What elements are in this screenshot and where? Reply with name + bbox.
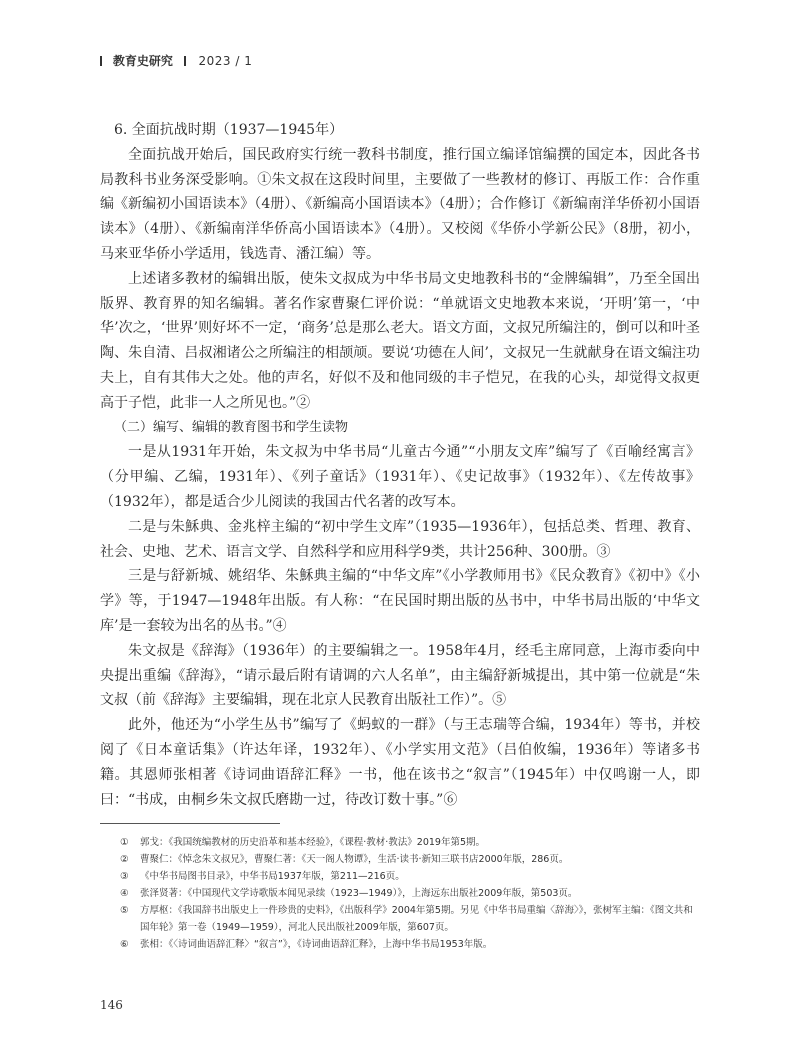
- footnote: [120, 902, 700, 936]
- footnote-text: 张相：《〈诗词曲语辞汇释〉“叙言”》，《诗词曲语辞汇释》，上海中华书局1953年版。: [140, 939, 493, 950]
- footnote-text: 张泽贤著：《中国现代文学诗歌版本闻见录续（1923—1949）》，上海远东出版社2009年版，第503页。: [140, 888, 578, 899]
- footnote-text: 曹聚仁：《悼念朱文叔兄》，曹聚仁著：《天一阁人物谭》，生活·读书·新知三联书店2000年版，286页。: [140, 854, 569, 865]
- paragraph: 二是与朱穌典、金兆梓主编的“初中学生文库”（1935—1936年），包括总类、哲理、教育、社会、史地、艺术、语言文学、自然科学和应用科学9类，共计256种、300册。③: [100, 518, 700, 560]
- footnote-mark: ①: [120, 837, 129, 848]
- subsection-heading: （二）编写、编辑的教育图书和学生读物: [114, 419, 349, 435]
- footnote: [120, 936, 700, 953]
- journal-title: 教育史研究: [112, 54, 173, 68]
- footnote-rule: [100, 823, 280, 824]
- paragraph: 全面抗战开始后，国民政府实行统一教科书制度，推行国立编译馆编撰的国定本，因此各书局教科书业务深受影响。①朱文叔在这段时间里，主要做了一些教材的修订、再版工作：合作重编《新编初小国语读本》（4册）、《新编高小国语读本》（4册）；合作修订《新编南洋华侨初小国语读本》（4册）、《新编南洋华侨高小国语读本》（4册）。又校阅《华侨小学新公民》（8册，初小，马来亚华侨小学适用，钱选青、潘江编）等。: [100, 146, 700, 262]
- paragraph: 一是从1931年开始，朱文叔为中华书局“儿童古今通”“小朋友文库”编写了《百喻经寓言》（分甲编、乙编，1931年）、《列子童话》（1931年）、《史记故事》（1932年）、《左传故事》（1932年），都是适合少儿阅读的我国古代名著的改写本。: [100, 444, 700, 510]
- footnote-mark: ⑤: [120, 905, 129, 916]
- footnote: [120, 834, 700, 851]
- issue-label: 2023 / 1: [198, 54, 253, 68]
- header-divider: [100, 56, 102, 66]
- paragraph: 此外，他还为“小学生丛书”编写了《蚂蚁的一群》（与王志瑞等合编，1934年）等书，并校阅了《日本童话集》（许达年译，1932年）、《小学实用文范》（吕伯攸编，1936年）等诸多书籍。其恩师张相著《诗词曲语辞汇释》一书，他在该书之“叙言”（1945年）中仅鸣谢一人，即曰：“书成，由桐乡朱文叔氏磨勘一过，待改订数十事。”⑥: [100, 717, 700, 808]
- footnote-mark: ②: [120, 854, 129, 865]
- footnote-text: 《中华书局图书目录》，中华书局1937年版，第211—216页。: [140, 871, 405, 882]
- footnotes: [100, 823, 700, 953]
- footnote-mark: ⑥: [120, 939, 129, 950]
- running-header: [100, 52, 252, 69]
- section-heading: 6. 全面抗战时期（1937—1945年）: [114, 122, 344, 138]
- paragraph: 朱文叔是《辞海》（1936年）的主要编辑之一。1958年4月，经毛主席同意，上海市委向中央提出重编《辞海》，“请示最后附有请调的六人名单”，由主编舒新城提出，其中第一位就是“朱文叔（前《辞海》主要编辑，现在北京人民教育出版社工作）”。⑤: [100, 642, 700, 709]
- page-number: 146: [100, 998, 123, 1012]
- footnote: [120, 851, 700, 868]
- footnote-mark: ④: [120, 888, 129, 899]
- footnote: [120, 885, 700, 902]
- footnote-mark: ③: [120, 871, 129, 882]
- header-divider: [184, 56, 186, 66]
- article-body: [100, 118, 700, 812]
- paragraph: 上述诸多教材的编辑出版，使朱文叔成为中华书局文史地教科书的“金牌编辑”，乃至全国出版界、教育界的知名编辑。著名作家曹聚仁评价说：“单就语文史地教本来说，‘开明’第一，‘中华’次之，‘世界’则好坏不一定，‘商务’总是那么老大。语文方面，文叔兄所编注的，倒可以和叶圣陶、朱自清、吕叔湘诸公之所编注的相颉颃。要说‘功德在人间’，文叔兄一生就献身在语文编注功夫上，自有其伟大之处。他的声名，好似不及和他同级的丰子恺兄，在我的心头，却觉得文叔更高于子恺，此非一人之所见也。”②: [100, 270, 700, 411]
- paragraph: 三是与舒新城、姚绍华、朱穌典主编的“中华文库”《小学教师用书》《民众教育》《初中》《小学》等，于1947—1948年出版。有人称：“在民国时期出版的丛书中，中华书局出版的‘中华文库’是一套较为出名的丛书。”④: [100, 568, 700, 634]
- footnote-text: 方厚枢：《我国辞书出版史上一件珍贵的史料》，《出版科学》2004年第5期。另见《中华书局重编〈辞海〉》，张树军主编：《图文共和国年轮》第一卷（1949—1959），河北人民出版社2009年版，第607页。: [140, 905, 693, 933]
- footnote-text: 郭戈：《我国统编教材的历史沿革和基本经验》，《课程·教材·教法》2019年第5期。: [140, 837, 486, 848]
- footnote: [120, 868, 700, 885]
